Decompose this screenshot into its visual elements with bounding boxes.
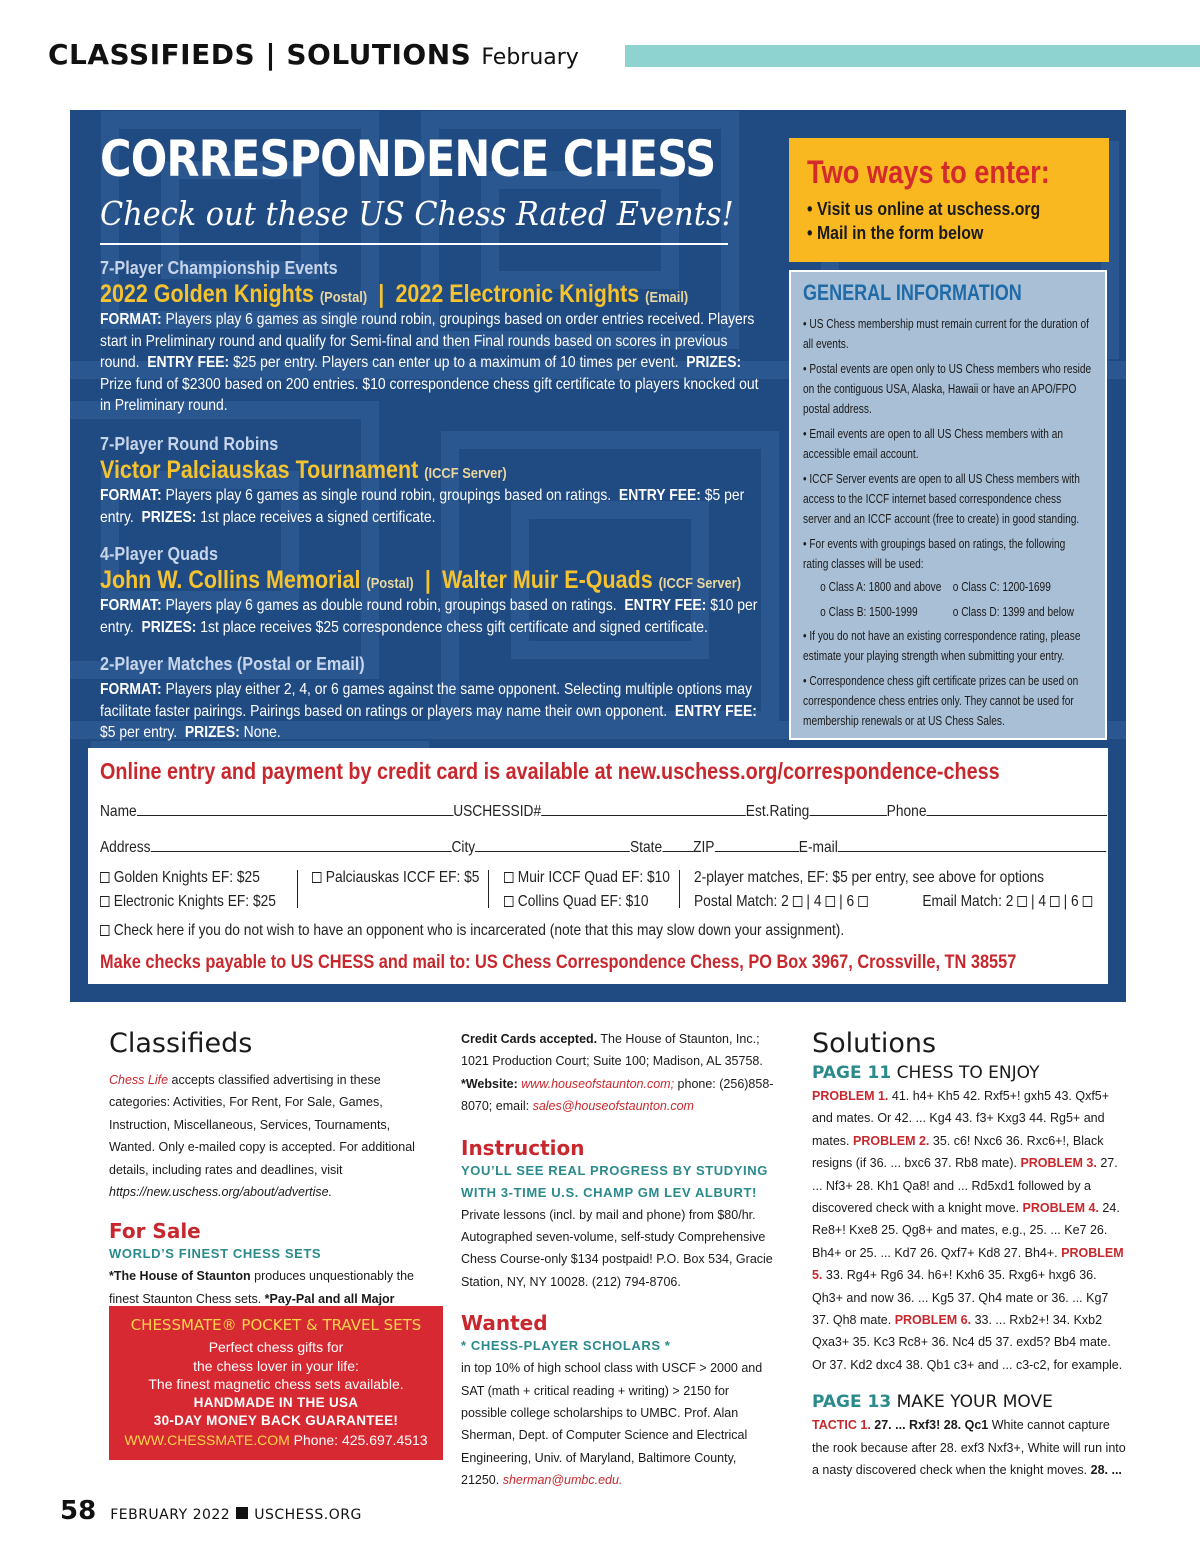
est-rating-label: Est.Rating: [745, 803, 810, 820]
two-ways-box: [789, 138, 1109, 262]
solution-text: 27. ... Nf3+ 28. Kh1 Qa8! and ... Rd5xd1 followed by a discovered check with a knight move.: [812, 1156, 1118, 1216]
prizes-label: PRIZES:: [184, 724, 240, 741]
event-round-robin: [100, 434, 780, 528]
for-sale-subheading: WORLD’S FINEST CHESS SETS: [109, 1246, 322, 1262]
classifieds-intro: [109, 1069, 425, 1203]
rating-classes: [803, 574, 1092, 624]
option-palciauskas[interactable]: [312, 866, 479, 890]
info-item: • Postal events are open only to US Chess members who reside on the contiguous USA, Alaska, Hawaii or have an APO/FPO postal address.: [803, 361, 1092, 416]
email-link[interactable]: sherman@umbc.edu.: [502, 1473, 623, 1488]
postal-match-label: Postal Match: 2: [694, 893, 789, 910]
form-row-2: [100, 838, 1106, 857]
email-field[interactable]: [838, 838, 1106, 852]
phone-label: Phone: [886, 803, 927, 820]
checkbox-icon[interactable]: [504, 896, 513, 907]
site-label: USCHESS.ORG: [254, 1507, 362, 1523]
problem-label: PROBLEM 1.: [812, 1089, 889, 1103]
checkbox-postal-4[interactable]: [825, 896, 834, 907]
state-field[interactable]: [662, 838, 693, 852]
prizes-label: PRIZES:: [141, 618, 197, 636]
ad-line: Perfect chess gifts for: [208, 1339, 344, 1355]
bold-text: Credit Cards accepted.: [461, 1032, 598, 1046]
event-details: [100, 485, 761, 528]
general-information-box: [789, 270, 1107, 740]
event-details: [100, 309, 761, 417]
options-divider: [297, 870, 298, 908]
solutions-title: Solutions: [812, 1028, 937, 1059]
middle-column: [461, 1028, 777, 1492]
info-item: • Email events are open to all US Chess members with an accessible email account.: [803, 426, 1063, 461]
email-link[interactable]: sales@houseofstaunton.com: [532, 1099, 694, 1114]
problem-label: PROBLEM 5.: [812, 1245, 1124, 1283]
options-divider: [488, 870, 489, 908]
event-championship: [100, 258, 780, 417]
checkbox-icon[interactable]: [100, 872, 109, 883]
option-label: Electronic Knights EF: $25: [113, 893, 276, 910]
wanted-text: [461, 1357, 777, 1491]
tactic-moves: 28. ...: [1090, 1463, 1122, 1478]
prizes-text: 1st place receives $25 correspondence chess gift certificate and signed certificate.: [200, 618, 708, 636]
solutions-column: [812, 1028, 1128, 1482]
option-muir-quad[interactable]: [504, 866, 670, 890]
bold-text: *The House of Staunton: [109, 1269, 251, 1284]
name-label: Name: [100, 803, 137, 820]
page-number: PAGE 13: [812, 1392, 892, 1413]
ad-line: 30-DAY MONEY BACK GUARANTEE!: [153, 1413, 399, 1428]
ad-phone: Phone: 425.697.4513: [289, 1431, 428, 1448]
ad-website[interactable]: WWW.CHESSMATE.COM: [124, 1431, 290, 1448]
problem-label: PROBLEM 4.: [1022, 1201, 1099, 1216]
classifieds-title: Classifieds: [109, 1028, 253, 1059]
format-label: FORMAT:: [100, 311, 162, 328]
option-label: Muir ICCF Quad EF: $10: [517, 869, 670, 886]
phone-field[interactable]: [926, 802, 1107, 816]
prizes-text: 1st place receives a signed certificate.: [200, 508, 436, 526]
ad-title: CHESSMATE® POCKET & TRAVEL SETS: [130, 1316, 422, 1334]
zip-label: ZIP: [693, 839, 715, 856]
incarcerated-option[interactable]: [100, 919, 844, 943]
page-number: PAGE 11: [812, 1063, 892, 1083]
page-13-solutions: [812, 1414, 1128, 1481]
entry-form: [88, 748, 1108, 984]
format-text: Players play 6 games as single round robin, groupings based on order entries received. Players start in Preliminary round and qualify for Semi-final and then Final rounds based on scores in previous round.: [100, 311, 755, 371]
options-col-4: [694, 866, 1096, 914]
event-name: [100, 566, 742, 595]
page-number: 58: [60, 1496, 97, 1526]
checkbox-email-2[interactable]: [1017, 896, 1026, 907]
option-label: Collins Quad EF: $10: [517, 893, 649, 910]
classifieds-column: [109, 1028, 425, 1310]
fee-text: $5 per entry.: [100, 487, 745, 526]
event-separator: |: [378, 280, 385, 308]
square-separator-icon: [236, 1507, 248, 1519]
separator: | 6: [839, 893, 855, 910]
option-electronic-knights[interactable]: [100, 890, 276, 914]
chessmate-ad: [109, 1306, 443, 1460]
match-options: [694, 890, 1096, 914]
ad-contact: [109, 1431, 443, 1450]
event-name-a: Victor Palciauskas Tournament: [100, 456, 419, 484]
fee-label: ENTRY FEE:: [624, 597, 707, 614]
event-separator: |: [424, 566, 431, 594]
event-tag-a: (Postal): [319, 289, 368, 306]
format-text: Players play 6 games as single round robin, groupings based on ratings.: [165, 487, 612, 504]
format-label: FORMAT:: [100, 681, 162, 698]
incarcerated-label: Check here if you do not wish to have an opponent who is incarcerated (note that this may slow down your assignment).: [113, 922, 845, 939]
info-item: • For events with groupings based on ratings, the following rating classes will be used:: [803, 536, 1066, 571]
prizes-label: PRIZES:: [141, 508, 197, 526]
event-details: [100, 679, 761, 744]
uschessid-label: USCHESSID#: [453, 803, 542, 820]
panel-title: CORRESPONDENCE CHESS: [100, 130, 716, 188]
instruction-subheading: YOU’LL SEE REAL PROGRESS BY STUDYING WITH 3-TIME U.S. CHAMP GM LEV ALBURT!: [461, 1162, 768, 1200]
checkbox-icon[interactable]: [100, 925, 109, 936]
page-footer: [60, 1496, 362, 1526]
page-11-solutions: [812, 1085, 1128, 1376]
prizes-text: None.: [243, 724, 281, 741]
event-name-b: 2022 Electronic Knights: [395, 280, 640, 308]
separator: | 4: [1030, 893, 1047, 910]
checkbox-email-6[interactable]: [1082, 896, 1091, 907]
event-category: 4-Player Quads: [100, 544, 218, 564]
option-label: Palciauskas ICCF EF: $5: [325, 869, 480, 886]
options-col-2: [312, 866, 479, 890]
format-text: Players play either 2, 4, or 6 games against the same opponent. Selecting multiple options may facilitate faster pairings. Pairings based on ratings or players may name their own opponent.: [100, 681, 752, 720]
separator: | 6: [1063, 893, 1079, 910]
wanted-subheading: * CHESS-PLAYER SCHOLARS *: [461, 1338, 671, 1354]
email-label: E-mail: [798, 839, 838, 856]
two-ways-title: Two ways to enter:: [807, 154, 1050, 190]
fee-text: $25 per entry. Players can enter up to a maximum of 10 times per event.: [233, 354, 679, 371]
event-details: [100, 595, 761, 638]
body-text: in top 10% of high school class with USCF > 2000 and SAT (math + critical reading + writing) > 2150 for possible college scholarships to UMBC. Prof. Alan Sherman, Dept. of Computer Science and Electrical Engineering, Univ. of Maryland, Baltimore County, 21250.: [461, 1361, 763, 1488]
event-quads: [100, 544, 780, 638]
event-name: [100, 456, 685, 485]
general-info-title: GENERAL INFORMATION: [803, 280, 1022, 305]
intro-text: accepts classified advertising in these categories: Activities, For Rent, For Sale, Games, Instruction, Miscellaneous, Services, Tournaments, Wanted. Only e-mailed copy is accepted. For additional details, including rates and deadlines, visit: [109, 1073, 415, 1177]
fee-text: $5 per entry.: [100, 724, 178, 741]
name-field[interactable]: [137, 802, 453, 816]
checkbox-postal-6[interactable]: [858, 896, 867, 907]
problem-label: PROBLEM 3.: [1020, 1156, 1097, 1171]
form-row-1: [100, 802, 1107, 821]
event-category: 7-Player Round Robins: [100, 434, 279, 454]
rating-class: o Class C: 1200-1699: [952, 579, 1051, 594]
page-11-heading: [812, 1063, 1128, 1083]
format-label: FORMAT:: [100, 487, 162, 504]
staunton-contact: [461, 1028, 777, 1118]
options-col-1: [100, 866, 276, 914]
rating-class: o Class B: 1500-1999: [820, 604, 918, 619]
options-divider: [679, 870, 680, 908]
ad-line: the chess lover in your life:: [193, 1357, 359, 1374]
event-tag-a: (ICCF Server): [424, 465, 507, 482]
uschessid-field[interactable]: [541, 802, 746, 816]
info-item: • ICCF Server events are open to all US Chess members with access to the ICCF internet based correspondence chess server and an ICCF account (free to create) in good standing.: [803, 471, 1080, 526]
est-rating-field[interactable]: [809, 802, 886, 816]
wanted-heading: Wanted: [461, 1311, 548, 1336]
section-title: CLASSIFIEDS | SOLUTIONS: [48, 38, 472, 71]
fee-label: ENTRY FEE:: [674, 702, 757, 720]
bold-text: *Pay-Pal and all Major: [264, 1291, 395, 1306]
body-text: produces unquestionably the finest Staunton Chess sets.: [109, 1269, 414, 1306]
instruction-text: Private lessons (incl. by mail and phone) from $80/hr. Autographed seven-volume, self-study Comprehensive Chess Course-only $134 postpaid! P.O. Box 534, Gracie Station, NY, NY 10028. (212) 794-8706.: [461, 1207, 773, 1289]
checkbox-postal-2[interactable]: [793, 896, 802, 907]
problem-label: PROBLEM 2.: [853, 1133, 930, 1148]
body-text: phone: (256)858-8070; email:: [461, 1076, 774, 1114]
rating-class: o Class D: 1399 and below: [952, 604, 1074, 619]
page-13-heading: [812, 1392, 1128, 1412]
separator: | 4: [806, 893, 822, 910]
checkbox-icon[interactable]: [312, 872, 321, 883]
issue-label: FEBRUARY 2022: [110, 1507, 231, 1523]
page-header: [48, 38, 579, 78]
city-field[interactable]: [475, 838, 630, 852]
fee-label: ENTRY FEE:: [618, 487, 701, 504]
online-entry-note: Online entry and payment by credit card is available at new.uschess.org/correspondence-chess: [100, 758, 1000, 784]
solution-text: 35. c6! Nxc6 36. Rxc6+!, Black resigns (if 36. ... bxc6 37. Rb8 mate).: [812, 1133, 1104, 1171]
fee-text: $10 per entry.: [100, 597, 758, 636]
address-field[interactable]: [150, 838, 451, 852]
address-label: Address: [100, 839, 151, 856]
event-matches: [100, 654, 780, 744]
solution-text: White cannot capture the rook because after 28. exf3 Nxf3+, White will run into a nasty discovered check when the knight moves.: [812, 1418, 1126, 1478]
email-match-label: Email Match: 2: [922, 893, 1014, 910]
event-name-a: John W. Collins Memorial: [100, 566, 361, 594]
info-item: • If you do not have an existing correspondence rating, please estimate your playing strength when submitting your entry.: [803, 628, 1081, 663]
event-name-a: 2022 Golden Knights: [100, 280, 314, 308]
fee-label: ENTRY FEE:: [147, 354, 230, 371]
two-ways-item: • Visit us online at uschess.org: [807, 199, 1041, 219]
panel-subtitle: Check out these US Chess Rated Events!: [100, 194, 734, 233]
event-category: 7-Player Championship Events: [100, 258, 338, 278]
magazine-name: Chess Life: [109, 1073, 169, 1087]
for-sale-heading: For Sale: [109, 1219, 201, 1244]
format-label: FORMAT:: [100, 597, 162, 614]
option-golden-knights[interactable]: [100, 866, 276, 890]
ad-line: HANDMADE IN THE USA: [193, 1394, 359, 1410]
prizes-label: PRIZES:: [686, 354, 742, 371]
title-rule: [100, 243, 728, 245]
event-name: [100, 280, 689, 309]
options-col-3: [504, 866, 670, 914]
info-item: • Correspondence chess gift certificate prizes can be used on correspondence chess entries only. They cannot be used for membership renewals or at US Chess Sales.: [803, 673, 1079, 728]
event-tag-b: (Email): [645, 289, 689, 306]
solution-text: 24. Re8+! Kxe8 25. Qg8+ and mates, e.g., 25. ... Ke7 26. Bh4+ or 25. ... Kd7 26. Qxf7+ Kd8 27. Bh4+.: [812, 1201, 1120, 1260]
event-category: 2-Player Matches (Postal or Email): [100, 654, 365, 674]
for-sale-text: [109, 1265, 425, 1310]
two-player-matches-note: 2-player matches, EF: $5 per entry, see above for options: [694, 869, 1045, 886]
checkbox-icon[interactable]: [100, 896, 109, 907]
zip-field[interactable]: [714, 838, 798, 852]
instruction-heading: Instruction: [461, 1135, 585, 1160]
rating-class: o Class A: 1800 and above: [820, 579, 942, 594]
format-text: Players play 6 games as double round robin, groupings based on ratings.: [165, 597, 617, 614]
option-collins-quad[interactable]: [504, 890, 670, 914]
page-title: MAKE YOUR MOVE: [891, 1392, 1053, 1413]
event-name-b: Walter Muir E-Quads: [442, 566, 653, 594]
checkbox-email-4[interactable]: [1050, 896, 1059, 907]
page-title: CHESS TO ENJOY: [891, 1063, 1040, 1083]
advertise-link[interactable]: https://new.uschess.org/about/advertise.: [109, 1185, 333, 1200]
solution-text: 33. Rg4+ Rg6 34. h6+! Kxh6 35. Rxg6+ hxg6 36. Qh3+ and now 36. ... Kg5 37. Qh4 mate or 36. ... Kg7 37. Qh8 mate.: [812, 1268, 1109, 1328]
prizes-text: Prize fund of $2300 based on 200 entries. $10 correspondence chess gift certificate to players knocked out in Preliminary round.: [100, 375, 759, 414]
state-label: State: [629, 839, 663, 856]
solution-text: 33. ... Rxb2+! 34. Kxb2 Qxa3+ 35. Kc3 Rc8+ 36. Nc4 d5 37. exd5? Bb4 mate. Or 37. Kd2 dxc4 38. Qb1 c3+ and ... c3-c2, for example.: [812, 1313, 1123, 1372]
bold-text: *Website:: [461, 1076, 518, 1091]
city-label: City: [451, 839, 476, 856]
solution-text: 41. h4+ Kh5 42. Rxf5+! gxh5 43. Qxf5+ and mates. Or 42. ... Kg4 43. f3+ Kxg3 44. Rg5+ and mates.: [812, 1089, 1110, 1148]
two-ways-item: • Mail in the form below: [807, 223, 984, 243]
month-label: February: [481, 45, 579, 70]
tactic-label: TACTIC 1.: [812, 1418, 871, 1433]
option-label: Golden Knights EF: $25: [113, 869, 260, 886]
header-accent-bar: [625, 45, 1200, 67]
tactic-moves: 27. ... Rxf3! 28. Qc1: [870, 1418, 989, 1433]
event-tag-b: (ICCF Server): [658, 575, 742, 592]
problem-label: PROBLEM 6.: [894, 1313, 972, 1328]
body-text: The House of Staunton, Inc.; 1021 Production Court; Suite 100; Madison, AL 35758.: [461, 1032, 763, 1069]
mail-instructions: Make checks payable to US CHESS and mail to: US Chess Correspondence Chess, PO Box 3967, Crossville, TN 38557: [100, 952, 1017, 973]
event-tag-a: (Postal): [366, 575, 414, 592]
ad-line: The finest magnetic chess sets available.: [148, 1376, 404, 1392]
info-item: • US Chess membership must remain current for the duration of all events.: [803, 316, 1089, 351]
checkbox-icon[interactable]: [504, 872, 513, 883]
website-link[interactable]: www.houseofstaunton.com;: [517, 1076, 675, 1091]
